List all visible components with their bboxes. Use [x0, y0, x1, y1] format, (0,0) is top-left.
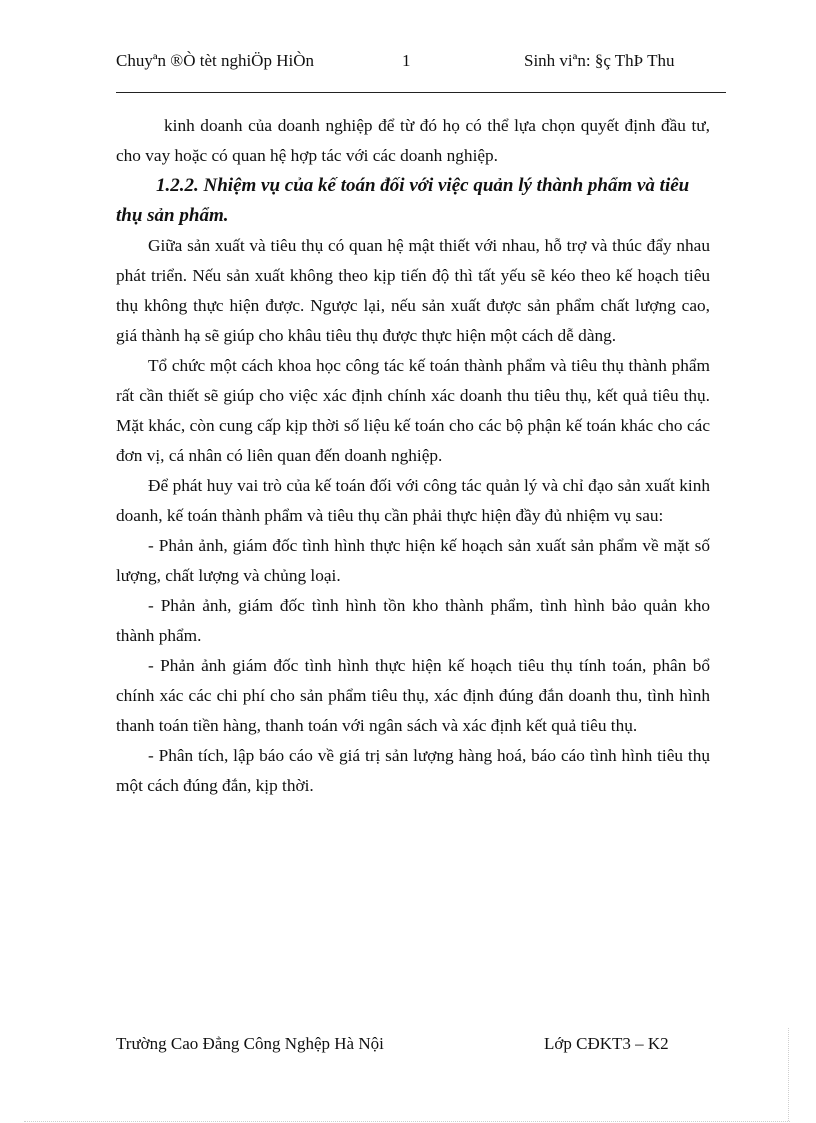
body-paragraph-2: Tổ chức một cách khoa học công tác kế toán thành phẩm và tiêu thụ thành phẩm rất cần thiết sẽ giúp cho việc xác định chính xác doanh thu tiêu thụ, kết quả tiêu thụ. Mặt khác, còn cung cấp kịp thời số liệu kế toán cho các bộ phận kế toán khác cho các đơn vị, cá nhân có liên quan đến doanh nghiệp.	[116, 356, 710, 465]
task-item-3: - Phản ảnh giám đốc tình hình thực hiện kế hoạch tiêu thụ tính toán, phân bổ chính xác các chi phí cho sản phẩm tiêu thụ, xác định đúng đắn doanh thu, tình hình thanh toán tiền hàng, thanh toán với ngân sách và xác định kết quả tiêu thụ.	[116, 656, 710, 735]
document-body	[116, 111, 710, 801]
intro-paragraph: kinh doanh của doanh nghiệp để từ đó họ có thể lựa chọn quyết định đầu tư, cho vay hoặc có quan hệ hợp tác với các doanh nghiệp.	[116, 116, 710, 165]
body-paragraph-3: Để phát huy vai trò của kế toán đối với công tác quản lý và chỉ đạo sản xuất kinh doanh, kế toán thành phẩm và tiêu thụ cần phải thực hiện đầy đủ nhiệm vụ sau:	[116, 476, 710, 525]
task-item-4: - Phân tích, lập báo cáo về giá trị sản lượng hàng hoá, báo cáo tình hình tiêu thụ một cách đúng đắn, kịp thời.	[116, 746, 710, 795]
body-paragraph-1: Giữa sản xuất và tiêu thụ có quan hệ mật thiết với nhau, hỗ trợ và thúc đẩy nhau phát triển. Nếu sản xuất không theo kịp tiến độ thì tất yếu sẽ kéo theo kế hoạch tiêu thụ không thực hiện được. Ngược lại, nếu sản xuất được sản phẩm chất lượng cao, giá thành hạ sẽ giúp cho khâu tiêu thụ được thực hiện một cách dễ dàng.	[116, 236, 710, 345]
header-page-number: 1	[402, 51, 411, 70]
footer-school-name: Trường Cao Đẳng Công Nghệp Hà Nội	[116, 1034, 384, 1053]
header-student-name: Sinh viªn: §ç ThÞ Thu	[524, 51, 675, 70]
section-heading: 1.2.2. Nhiệm vụ của kế toán đối với việc quản lý thành phẩm và tiêu thụ sản phẩm.	[116, 175, 690, 226]
task-item-2: - Phản ảnh, giám đốc tình hình tồn kho thành phẩm, tình hình bảo quản kho thành phẩm.	[116, 596, 710, 645]
footer-class-name: Lớp CĐKT3 – K2	[544, 1034, 669, 1053]
page-bottom-border	[24, 1121, 790, 1122]
header-thesis-title: Chuyªn ®Ò tèt nghiÖp HiÒn	[116, 51, 314, 70]
task-item-1: - Phản ảnh, giám đốc tình hình thực hiện kế hoạch sản xuất sản phẩm về mặt số lượng, chất lượng và chủng loại.	[116, 536, 710, 585]
page-header	[116, 50, 726, 93]
page-right-border	[788, 1028, 789, 1121]
